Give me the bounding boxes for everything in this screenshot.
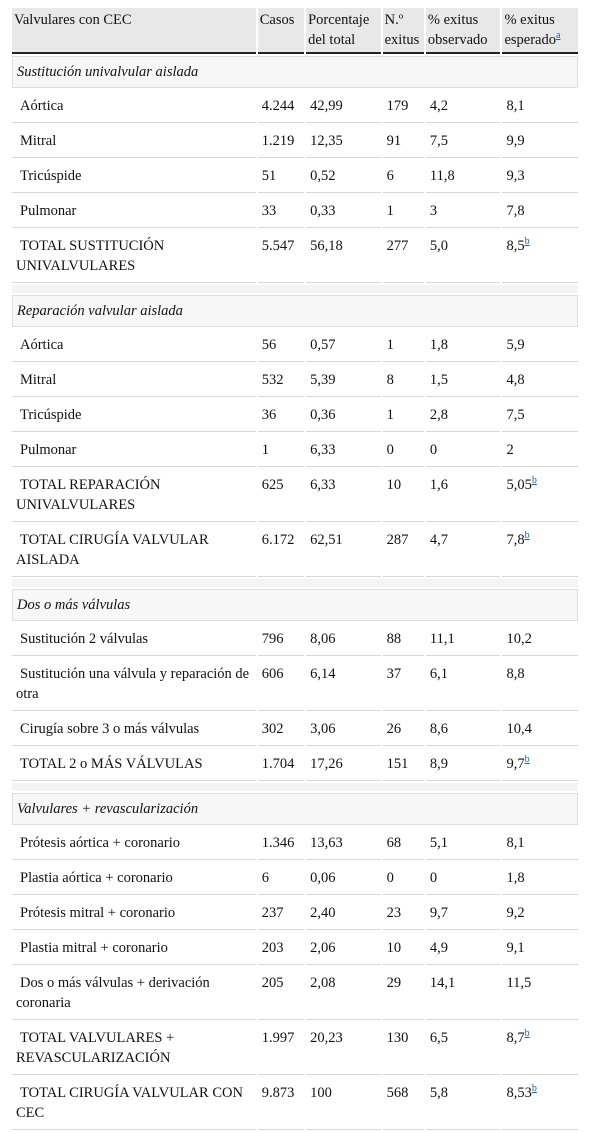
row-label [12, 932, 256, 965]
cell-n-exitus: 10 [383, 469, 424, 522]
cell-porcentaje: 0,06 [306, 862, 381, 895]
table-row [12, 1022, 578, 1075]
cell-porcentaje: 0,33 [306, 195, 381, 228]
cell-porcentaje: 2,40 [306, 897, 381, 930]
cell-casos: 796 [258, 623, 304, 656]
cell-exitus-observado: 0 [426, 862, 501, 895]
row-label [12, 329, 256, 362]
cell-exitus-esperado: 9,9 [502, 125, 578, 158]
table-row [12, 1077, 578, 1130]
cell-n-exitus: 1 [383, 195, 424, 228]
row-label-text: Pulmonar [20, 203, 77, 219]
cell-exitus-observado: 5,0 [426, 230, 501, 283]
table-row [12, 897, 578, 930]
cell-porcentaje: 3,06 [306, 713, 381, 746]
cell-value: 9,7 [506, 756, 525, 772]
valve-surgery-table [10, 6, 580, 1132]
cell-n-exitus: 130 [383, 1022, 424, 1075]
cell-porcentaje: 13,63 [306, 827, 381, 860]
cell-exitus-esperado: 7,8 [502, 195, 578, 228]
row-label [12, 658, 256, 711]
cell-porcentaje: 56,18 [306, 230, 381, 283]
cell-porcentaje: 12,35 [306, 125, 381, 158]
cell-casos: 9.873 [258, 1077, 304, 1130]
row-label [12, 748, 256, 781]
cell-exitus-esperado: 5,9 [502, 329, 578, 362]
row-label-text: TOTAL 2 o MÁS VÁLVULAS [20, 756, 203, 772]
cell-porcentaje: 62,51 [306, 524, 381, 577]
cell-value: 7,8 [506, 532, 525, 548]
section-title: Reparación valvular aislada [12, 295, 578, 327]
cell-porcentaje: 6,14 [306, 658, 381, 711]
header-n-exitus: N.º exitus [383, 8, 424, 54]
table-row [12, 90, 578, 123]
cell-n-exitus: 29 [383, 967, 424, 1020]
row-label-text: Mitral [20, 372, 57, 388]
row-label-text: TOTAL VALVULARES + REVASCULARIZACIÓN [16, 1030, 175, 1066]
footnote-link[interactable]: b [524, 530, 530, 542]
table-row [12, 125, 578, 158]
table-row [12, 329, 578, 362]
cell-n-exitus: 37 [383, 658, 424, 711]
cell-n-exitus: 1 [383, 329, 424, 362]
cell-exitus-esperado [502, 469, 578, 522]
cell-exitus-observado: 7,5 [426, 125, 501, 158]
cell-exitus-esperado: 4,8 [502, 364, 578, 397]
cell-exitus-observado: 2,8 [426, 399, 501, 432]
cell-n-exitus: 6 [383, 160, 424, 193]
cell-exitus-observado: 4,7 [426, 524, 501, 577]
cell-exitus-observado: 4,9 [426, 932, 501, 965]
table-row [12, 195, 578, 228]
cell-porcentaje: 6,33 [306, 469, 381, 522]
section-title: Dos o más válvulas [12, 589, 578, 621]
section-row [12, 295, 578, 327]
row-label [12, 1022, 256, 1075]
footnote-link[interactable]: b [531, 1083, 537, 1095]
cell-n-exitus: 8 [383, 364, 424, 397]
table-row [12, 658, 578, 711]
cell-exitus-esperado [502, 748, 578, 781]
cell-porcentaje: 8,06 [306, 623, 381, 656]
cell-casos: 6 [258, 862, 304, 895]
table-row [12, 160, 578, 193]
row-label [12, 434, 256, 467]
cell-exitus-esperado: 9,1 [502, 932, 578, 965]
row-label [12, 90, 256, 123]
row-label-text: Dos o más válvulas + derivación coronaria [16, 975, 210, 1011]
row-label [12, 967, 256, 1020]
row-label-text: Prótesis mitral + coronario [20, 905, 176, 921]
cell-casos: 606 [258, 658, 304, 711]
cell-exitus-observado: 8,6 [426, 713, 501, 746]
cell-exitus-observado: 9,7 [426, 897, 501, 930]
cell-value: 8,7 [506, 1030, 525, 1046]
cell-n-exitus: 0 [383, 434, 424, 467]
cell-casos: 51 [258, 160, 304, 193]
row-label [12, 827, 256, 860]
cell-casos: 625 [258, 469, 304, 522]
cell-exitus-observado: 1,5 [426, 364, 501, 397]
cell-exitus-observado: 1,6 [426, 469, 501, 522]
row-label [12, 195, 256, 228]
cell-porcentaje: 100 [306, 1077, 381, 1130]
section-row [12, 56, 578, 88]
row-label [12, 160, 256, 193]
cell-casos: 56 [258, 329, 304, 362]
cell-exitus-observado: 1,8 [426, 329, 501, 362]
cell-exitus-esperado [502, 1077, 578, 1130]
row-label [12, 1077, 256, 1130]
row-label-text: Aórtica [20, 98, 64, 114]
cell-casos: 36 [258, 399, 304, 432]
header-casos: Casos [258, 8, 304, 54]
table-row [12, 713, 578, 746]
cell-exitus-esperado: 11,5 [502, 967, 578, 1020]
cell-casos: 5.547 [258, 230, 304, 283]
row-label [12, 399, 256, 432]
cell-porcentaje: 20,23 [306, 1022, 381, 1075]
row-label-text: Sustitución 2 válvulas [20, 631, 149, 647]
row-label-text: TOTAL CIRUGÍA VALVULAR AISLADA [16, 532, 209, 568]
cell-porcentaje: 0,36 [306, 399, 381, 432]
cell-casos: 33 [258, 195, 304, 228]
cell-n-exitus: 26 [383, 713, 424, 746]
row-label [12, 469, 256, 522]
cell-casos: 203 [258, 932, 304, 965]
cell-porcentaje: 6,33 [306, 434, 381, 467]
footnote-link[interactable]: b [524, 236, 530, 248]
cell-exitus-observado: 11,1 [426, 623, 501, 656]
cell-value: 8,5 [506, 238, 525, 254]
cell-exitus-observado: 6,1 [426, 658, 501, 711]
cell-casos: 302 [258, 713, 304, 746]
cell-n-exitus: 277 [383, 230, 424, 283]
cell-exitus-esperado [502, 524, 578, 577]
cell-exitus-esperado [502, 230, 578, 283]
cell-exitus-esperado: 8,1 [502, 90, 578, 123]
table-row [12, 434, 578, 467]
cell-porcentaje: 17,26 [306, 748, 381, 781]
section-row [12, 589, 578, 621]
cell-n-exitus: 10 [383, 932, 424, 965]
table-row [12, 932, 578, 965]
cell-exitus-observado: 5,8 [426, 1077, 501, 1130]
cell-exitus-esperado: 9,2 [502, 897, 578, 930]
footnote-link[interactable]: b [531, 475, 537, 487]
cell-exitus-esperado: 1,8 [502, 862, 578, 895]
cell-exitus-observado: 4,2 [426, 90, 501, 123]
cell-porcentaje: 42,99 [306, 90, 381, 123]
cell-exitus-esperado: 8,1 [502, 827, 578, 860]
header-exitus-esperado-label: % exitus esperado [504, 12, 556, 48]
table-row [12, 399, 578, 432]
cell-porcentaje: 0,52 [306, 160, 381, 193]
cell-casos: 1.997 [258, 1022, 304, 1075]
cell-exitus-esperado: 10,4 [502, 713, 578, 746]
row-label-text: Aórtica [20, 337, 64, 353]
table-row [12, 862, 578, 895]
table-row [12, 623, 578, 656]
row-label-text: Tricúspide [20, 168, 82, 184]
cell-casos: 4.244 [258, 90, 304, 123]
cell-exitus-observado: 0 [426, 434, 501, 467]
row-label-text: TOTAL REPARACIÓN UNIVALVULARES [16, 477, 161, 513]
header-valvulares: Valvulares con CEC [12, 8, 256, 54]
row-label [12, 125, 256, 158]
row-label [12, 713, 256, 746]
row-label [12, 862, 256, 895]
cell-porcentaje: 2,06 [306, 932, 381, 965]
cell-n-exitus: 568 [383, 1077, 424, 1130]
cell-exitus-observado: 8,9 [426, 748, 501, 781]
row-label-text: Plastia aórtica + coronario [20, 870, 173, 886]
cell-exitus-esperado: 9,3 [502, 160, 578, 193]
row-label-text: Mitral [20, 133, 57, 149]
cell-casos: 1 [258, 434, 304, 467]
cell-casos: 205 [258, 967, 304, 1020]
row-label-text: Tricúspide [20, 407, 82, 423]
footnote-link[interactable]: b [524, 754, 530, 766]
header-exitus-observado: % exitus observado [426, 8, 501, 54]
table-row [12, 364, 578, 397]
cell-casos: 1.346 [258, 827, 304, 860]
cell-exitus-esperado: 7,5 [502, 399, 578, 432]
cell-casos: 237 [258, 897, 304, 930]
cell-casos: 532 [258, 364, 304, 397]
cell-n-exitus: 68 [383, 827, 424, 860]
footnote-link[interactable]: a [555, 30, 561, 42]
table-row [12, 524, 578, 577]
cell-value: 8,53 [506, 1085, 532, 1101]
section-spacer [12, 285, 578, 293]
cell-exitus-esperado: 2 [502, 434, 578, 467]
section-title: Sustitución univalvular aislada [12, 56, 578, 88]
section-row [12, 793, 578, 825]
cell-exitus-observado: 6,5 [426, 1022, 501, 1075]
row-label-text: TOTAL CIRUGÍA VALVULAR CON CEC [16, 1085, 243, 1121]
row-label-text: TOTAL SUSTITUCIÓN UNIVALVULARES [16, 238, 165, 274]
cell-exitus-esperado: 10,2 [502, 623, 578, 656]
cell-n-exitus: 91 [383, 125, 424, 158]
cell-value: 5,05 [506, 477, 532, 493]
cell-casos: 1.219 [258, 125, 304, 158]
row-label-text: Prótesis aórtica + coronario [20, 835, 180, 851]
spacer-cell [12, 579, 578, 587]
cell-porcentaje: 2,08 [306, 967, 381, 1020]
table-row [12, 230, 578, 283]
header-exitus-esperado [502, 8, 578, 54]
cell-n-exitus: 151 [383, 748, 424, 781]
cell-exitus-observado: 11,8 [426, 160, 501, 193]
cell-exitus-observado: 5,1 [426, 827, 501, 860]
row-label-text: Sustitución una válvula y reparación de otra [16, 666, 250, 702]
row-label [12, 364, 256, 397]
cell-n-exitus: 1 [383, 399, 424, 432]
table-row [12, 827, 578, 860]
row-label-text: Pulmonar [20, 442, 77, 458]
cell-n-exitus: 0 [383, 862, 424, 895]
cell-n-exitus: 179 [383, 90, 424, 123]
section-spacer [12, 579, 578, 587]
table-row [12, 748, 578, 781]
row-label [12, 230, 256, 283]
cell-porcentaje: 0,57 [306, 329, 381, 362]
cell-casos: 1.704 [258, 748, 304, 781]
spacer-cell [12, 783, 578, 791]
footnote-link[interactable]: b [524, 1028, 530, 1040]
cell-porcentaje: 5,39 [306, 364, 381, 397]
header-porcentaje: Porcentaje del total [306, 8, 381, 54]
row-label [12, 897, 256, 930]
spacer-cell [12, 285, 578, 293]
header-row [12, 8, 578, 54]
cell-exitus-observado: 3 [426, 195, 501, 228]
cell-exitus-observado: 14,1 [426, 967, 501, 1020]
cell-n-exitus: 23 [383, 897, 424, 930]
section-title: Valvulares + revascularización [12, 793, 578, 825]
cell-n-exitus: 287 [383, 524, 424, 577]
cell-exitus-esperado: 8,8 [502, 658, 578, 711]
row-label [12, 623, 256, 656]
cell-exitus-esperado [502, 1022, 578, 1075]
row-label [12, 524, 256, 577]
row-label-text: Cirugía sobre 3 o más válvulas [20, 721, 200, 737]
table-row [12, 469, 578, 522]
section-spacer [12, 783, 578, 791]
table-row [12, 967, 578, 1020]
cell-casos: 6.172 [258, 524, 304, 577]
row-label-text: Plastia mitral + coronario [20, 940, 168, 956]
cell-n-exitus: 88 [383, 623, 424, 656]
